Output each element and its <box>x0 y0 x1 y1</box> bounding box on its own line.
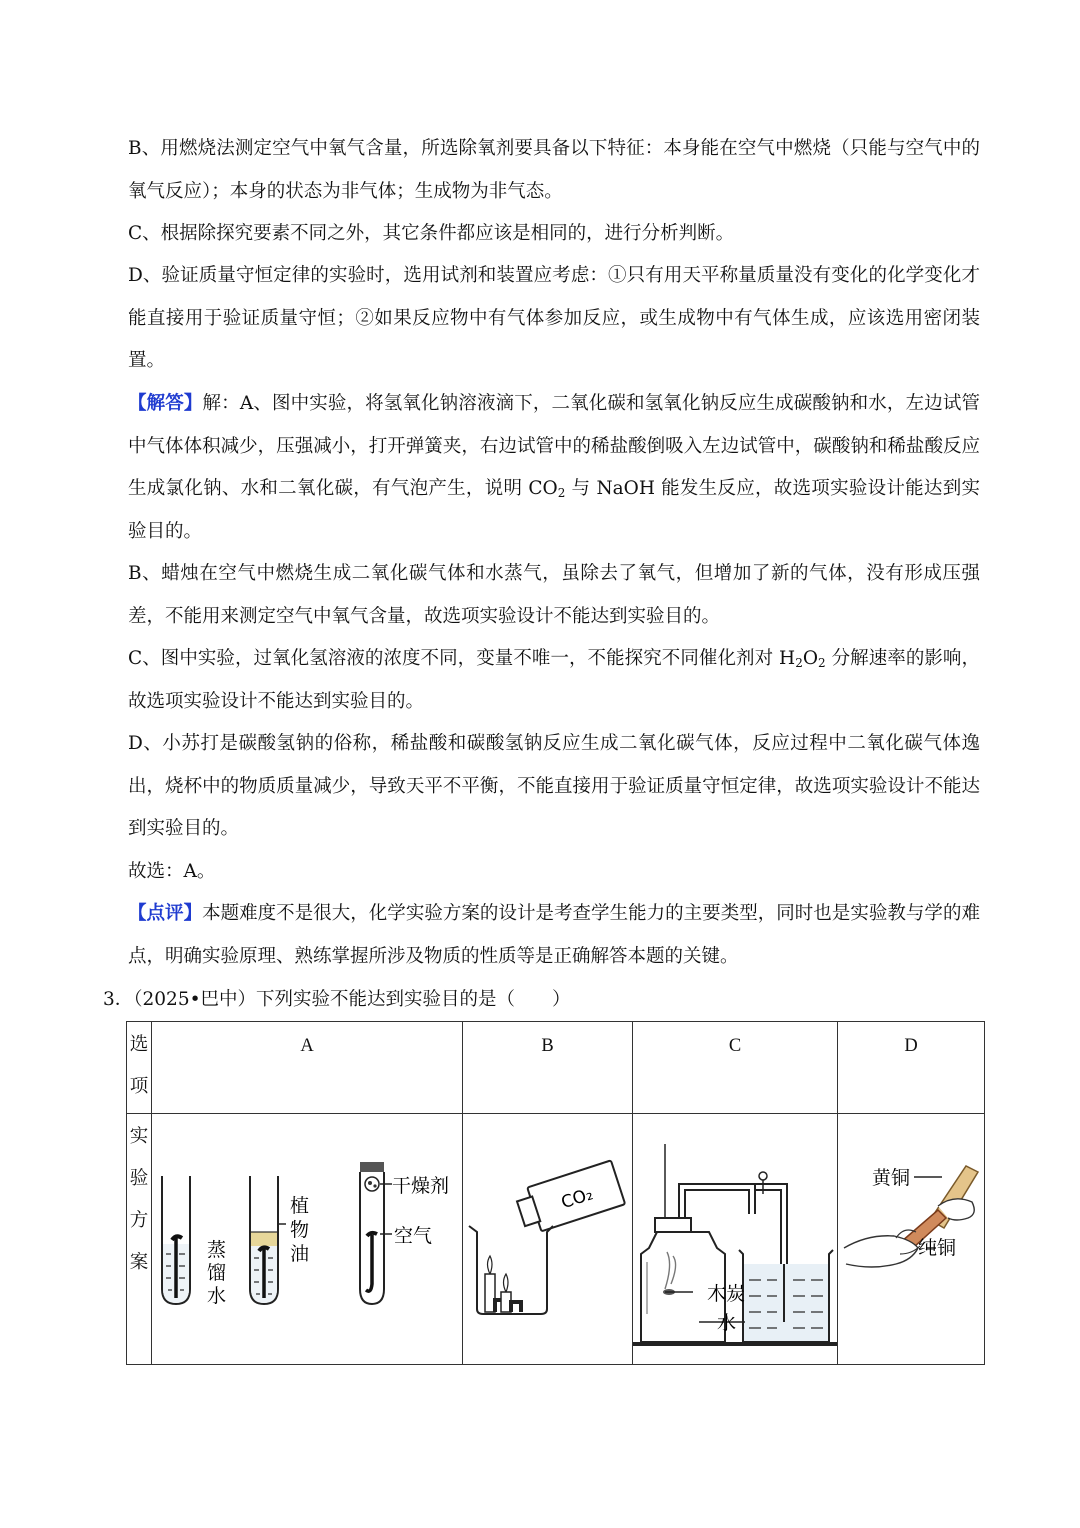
label-charcoal: 木炭 <box>707 1283 746 1305</box>
row-label-char: 选 <box>129 1034 149 1055</box>
answer-a-part2: 与 NaOH 能发生反应，故选项实验设计能达到实验目的。 <box>128 478 980 542</box>
figure-b-co2-candles <box>463 1114 632 1359</box>
review <box>128 893 980 978</box>
label-brass: 黄铜 <box>872 1167 911 1189</box>
co2-gas-jar <box>514 1160 625 1235</box>
label-oil-1: 植 <box>290 1195 310 1217</box>
label-water: 水 <box>717 1312 737 1334</box>
analysis-c: C、根据除探究要素不同之外，其它条件都应该是相同的，进行分析判断。 <box>128 223 735 244</box>
column-header-c: C <box>633 1022 838 1114</box>
collecting-jar <box>641 1218 725 1342</box>
label-pure-copper: 纯铜 <box>918 1237 957 1259</box>
answer-c-part2: 分解速率的影响，故选项实验设计不能达到实验目的。 <box>128 648 980 712</box>
review-tag: 【点评】 <box>128 903 203 924</box>
figure-c-charcoal <box>633 1114 837 1359</box>
label-desiccant: 干燥剂 <box>392 1175 450 1197</box>
figure-c-cell <box>633 1114 838 1365</box>
spring-clip-icon <box>759 1172 767 1180</box>
analysis-d: D、验证质量守恒定律的实验时，选用试剂和装置应考虑：①只有用天平称量质量没有变化的化学变化才能直接用于验证质量守恒；②如果反应物中有气体参加反应，或生成物中有气体生成，应该选用密闭装置。 <box>128 265 980 371</box>
tube-distilled-water <box>162 1176 190 1304</box>
row-label-char: 方 <box>129 1210 149 1231</box>
figure-b-cell <box>463 1114 633 1365</box>
label-distilled-water-2: 馏 <box>207 1262 227 1284</box>
answer-c-part1: C、图中实验，过氧化氢溶液的浓度不同，变量不唯一，不能探究不同催化剂对 H <box>128 648 796 669</box>
row-label-char: 案 <box>129 1252 149 1273</box>
row-label-option <box>127 1022 152 1114</box>
answer-choice: 故选：A。 <box>128 861 216 882</box>
answer-a-part1: 解：A、图中实验，将氢氧化钠溶液滴下，二氧化碳和氢氧化钠反应生成碳酸钠和水，左边试管中气体体积减少，压强减小，打开弹簧夹，右边试管中的稀盐酸倒吸入左边试管中，碳酸钠和稀盐酸反应生成氯化钠、水和二氧化碳，有气泡产生，说明 CO <box>128 393 980 499</box>
row-label-char: 项 <box>129 1076 149 1097</box>
label-air: 空气 <box>394 1225 433 1247</box>
answer-c-sub2: 2 <box>818 656 826 670</box>
figure-d-cell <box>838 1114 985 1365</box>
answer-b: B、蜡烛在空气中燃烧生成二氧化碳气体和水蒸气，虽除去了氧气，但增加了新的气体，没有形成压强差，不能用来测定空气中氧气含量，故选项实验设计不能达到实验目的。 <box>128 563 980 627</box>
beaker-candles <box>469 1226 553 1314</box>
answer-c-sub1: 2 <box>795 656 803 670</box>
answer-a <box>128 383 980 553</box>
column-header-a: A <box>152 1022 463 1114</box>
analysis-b: B、用燃烧法测定空气中氧气含量，所选除氧剂要具备以下特征：本身能在空气中燃烧（只能与空气中的氧气反应）；本身的状态为非气体；生成物为非气态。 <box>128 138 980 202</box>
answer-c-mid: O <box>802 648 819 669</box>
label-distilled-water-1: 蒸 <box>207 1239 227 1261</box>
row-label-char: 实 <box>129 1126 149 1147</box>
row-label-char: 验 <box>129 1168 149 1189</box>
question-3-stem: 3．（2025•巴中）下列实验不能达到实验目的是（ ） <box>103 989 571 1010</box>
column-header-d: D <box>838 1022 985 1114</box>
answer-d: D、小苏打是碳酸氢钠的俗称，稀盐酸和碳酸氢钠反应生成二氧化碳气体，反应过程中二氧化碳气体逸出，烧杯中的物质质量减少，导致天平不平衡，不能直接用于验证质量守恒定律，故选项实验设计不能达到实验目的。 <box>128 733 980 839</box>
figure-a-iron-nails <box>152 1114 462 1359</box>
figure-a-cell <box>152 1114 463 1365</box>
label-oil-3: 油 <box>290 1243 310 1265</box>
label-oil-2: 物 <box>290 1219 310 1241</box>
row-label-experiment <box>127 1114 152 1365</box>
label-co2: CO₂ <box>558 1184 596 1214</box>
answer-a-sub: 2 <box>557 486 566 500</box>
answer-c <box>128 638 980 723</box>
review-text: 本题难度不是很大，化学实验方案的设计是考查学生能力的主要类型，同时也是实验教与学的难点，明确实验原理、熟练掌握所涉及物质的性质等是正确解答本题的关键。 <box>128 903 980 967</box>
figure-d-brass-copper <box>838 1114 984 1359</box>
tube-vegetable-oil <box>250 1176 278 1304</box>
column-header-b: B <box>463 1022 633 1114</box>
options-table <box>126 1021 985 1365</box>
label-distilled-water-3: 水 <box>207 1285 227 1307</box>
answer-tag: 【解答】 <box>128 393 203 414</box>
